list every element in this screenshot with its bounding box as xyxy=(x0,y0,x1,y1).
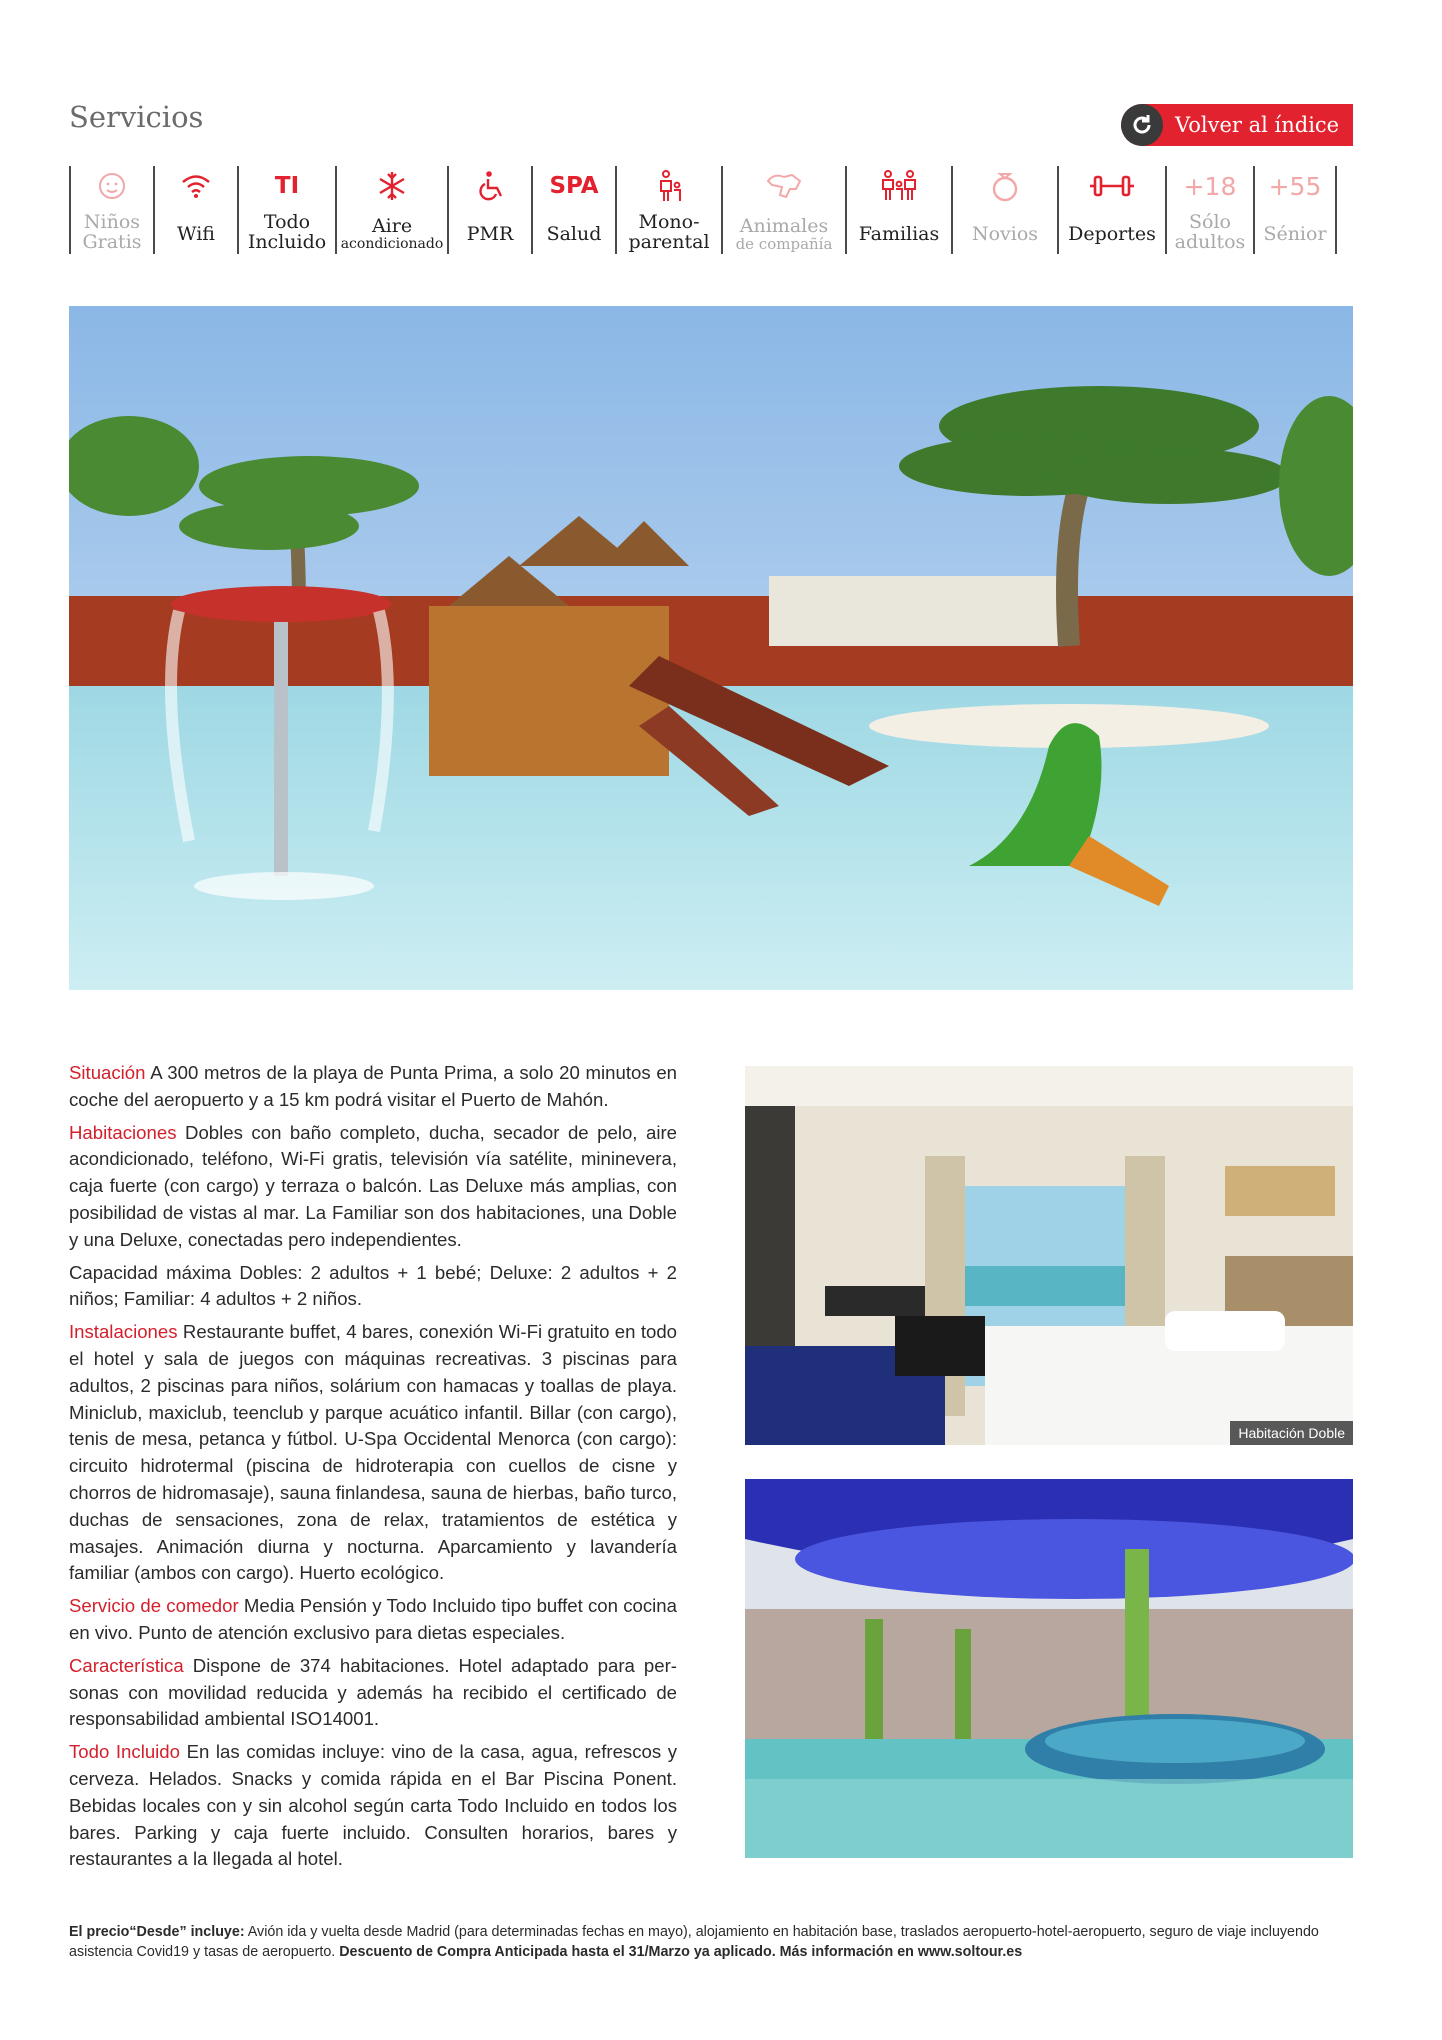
service-label-2: acondicionado xyxy=(340,236,444,252)
price-disclaimer xyxy=(69,1922,1353,1962)
habitaciones-paragraph xyxy=(69,1120,677,1254)
service-label: Sólo xyxy=(1189,211,1231,233)
service-senior xyxy=(1253,166,1337,254)
refresh-arrow-icon xyxy=(1121,104,1163,146)
service-label: Salud xyxy=(546,223,602,245)
service-label: Deportes xyxy=(1068,223,1156,245)
situacion-paragraph xyxy=(69,1060,677,1114)
habitaciones-label: Habitaciones xyxy=(69,1121,177,1143)
disclaimer-bold-end: Descuento de Compra Anticipada hasta el 31/Marzo ya aplicado. Más información en www.soltour.es xyxy=(339,1944,1023,1960)
dumbbell-icon xyxy=(1059,166,1165,206)
comedor-text: Media Pensión y Todo Incluido tipo buffet con cocina en vivo. Punto de atención exclusivo para dietas especiales. xyxy=(69,1595,677,1643)
situacion-label: Situación xyxy=(69,1062,146,1083)
photo-caption: Habitación Doble xyxy=(1230,1421,1353,1445)
instalaciones-label: Instalaciones xyxy=(69,1321,178,1343)
service-salud xyxy=(531,166,615,254)
wifi-icon xyxy=(155,166,237,206)
single-parent-icon xyxy=(617,166,721,206)
service-label-2: parental xyxy=(628,231,710,253)
service-novios xyxy=(951,166,1057,254)
back-to-index-button[interactable] xyxy=(1121,104,1353,146)
service-label: Familias xyxy=(858,223,940,245)
service-label-2: de compañía xyxy=(735,235,833,253)
service-familias xyxy=(845,166,951,254)
service-label: Animales xyxy=(739,215,829,237)
todo-incluido-text: En las comidas incluye: vino de la casa, agua, refrescos y cerveza. Helados. Snacks y comida rápida en el Bar Piscina Ponent. Bebidas locales con y sin alcohol según carta Todo Incluido en todos los bares. Parking y caja fuerte incluido. Consulten horarios, bares y restaurantes a la llegada al hotel. xyxy=(69,1741,678,1870)
dog-icon xyxy=(723,166,845,206)
caracteristica-text: Dispone de 374 habitaciones. Hotel adaptado para personas con movilidad reducida y además ha recibido el certificado de responsabilidad ambiental ISO14001. xyxy=(69,1654,677,1730)
family-icon xyxy=(847,166,951,206)
room-photo xyxy=(745,1066,1353,1445)
habitaciones-text: Dobles con baño completo, ducha, secador de pelo, aire acondicionado, teléfono, Wi-Fi gratis, televisión vía satélite, mininevera, caja fuerte (con cargo) y terraza o balcón. Las Deluxe más amplias, con posibilidad de vistas al mar. La Familiar son dos habitaciones, una Doble y una Deluxe, conectadas pero independientes. xyxy=(69,1121,677,1250)
service-label: Mono- xyxy=(638,211,700,233)
service-label: Novios xyxy=(971,223,1039,245)
service-label-2: Gratis xyxy=(82,231,142,253)
service-deportes xyxy=(1057,166,1165,254)
spa-badge-icon: SPA xyxy=(549,173,599,199)
snowflake-icon xyxy=(337,166,447,206)
service-label: Wifi xyxy=(177,223,215,245)
service-label: Sénior xyxy=(1263,223,1327,245)
service-label-2: Incluido xyxy=(247,231,327,253)
child-face-icon xyxy=(71,166,153,206)
service-solo-adultos xyxy=(1165,166,1253,254)
back-button-label: Volver al índice xyxy=(1175,113,1340,137)
service-animales xyxy=(721,166,845,254)
comedor-label: Servicio de comedor xyxy=(69,1595,239,1617)
todo-incluido-paragraph xyxy=(69,1739,677,1873)
comedor-paragraph xyxy=(69,1593,677,1647)
plus-18-badge-icon: +18 xyxy=(1183,171,1237,201)
caracteristica-label: Característica xyxy=(69,1654,184,1676)
ti-badge-icon: TI xyxy=(274,173,300,199)
service-label: PMR xyxy=(466,223,514,245)
service-label: Todo xyxy=(263,211,311,233)
service-label: Niños xyxy=(83,211,141,233)
service-label-2: adultos xyxy=(1174,231,1246,253)
capacidad-paragraph: Capacidad máxima Dobles: 2 adultos + 1 bebé; Deluxe: 2 adultos + 2 niños; Familiar: 4 adultos + 2 niños. xyxy=(69,1261,677,1310)
ring-icon xyxy=(953,166,1057,206)
plus-55-badge-icon: +55 xyxy=(1268,171,1322,201)
wheelchair-icon xyxy=(449,166,531,206)
service-aire-acondicionado xyxy=(335,166,447,254)
spa-photo xyxy=(745,1479,1353,1858)
service-pmr xyxy=(447,166,531,254)
todo-incluido-label: Todo Incluido xyxy=(69,1741,180,1763)
situacion-text: A 300 metros de la playa de Punta Prima, a solo 20 minutos en coche del aeropuerto y a 15 km podrá visitar el Puerto de Mahón. xyxy=(69,1062,678,1110)
hero-photo-kids-pool xyxy=(69,306,1353,990)
services-bar xyxy=(69,166,1353,254)
service-ninos-gratis xyxy=(69,166,153,254)
disclaimer-lead: El precio“Desde” incluye: xyxy=(69,1924,245,1940)
service-todo-incluido xyxy=(237,166,335,254)
instalaciones-paragraph xyxy=(69,1319,677,1587)
service-label: Aire xyxy=(371,215,413,237)
page-title: Servicios xyxy=(69,100,204,134)
instalaciones-text: Restaurante buffet, 4 bares, conexión Wi-Fi gratuito en todo el hotel y sala de juegos con máquinas recreativas. 3 piscinas para adultos, 2 piscinas para niños, solárium con hamacas y toallas de playa. Miniclub, maxiclub, teenclub y parque acuático infantil. Billar (con cargo), tenis de mesa, petanca y fútbol. U-Spa Occidental Menorca (con cargo): circuito hidrotermal (piscina de hidroterapia con cuellos de cisne y chorros de hidromasaje), sauna finlandesa, sauna de hierbas, baño turco, duchas de sensaciones, zona de relax, tratamientos de estética y masajes. Animación diurna y nocturna. Aparcamiento y lavandería familiar (ambos con cargo). Huerto ecológico. xyxy=(69,1321,678,1584)
disclaimer-text: Avión ida y vuelta desde Madrid (para determinadas fechas en mayo), alojamiento en habitación base, traslados aeropuerto-hotel-aeropuerto, seguro de viaje incluyendo asistencia Covid19 y tasas de aeropuerto. xyxy=(69,1924,1319,1960)
service-wifi xyxy=(153,166,237,254)
caracteristica-paragraph xyxy=(69,1653,677,1733)
service-monoparental xyxy=(615,166,721,254)
hotel-description xyxy=(69,1060,677,1879)
